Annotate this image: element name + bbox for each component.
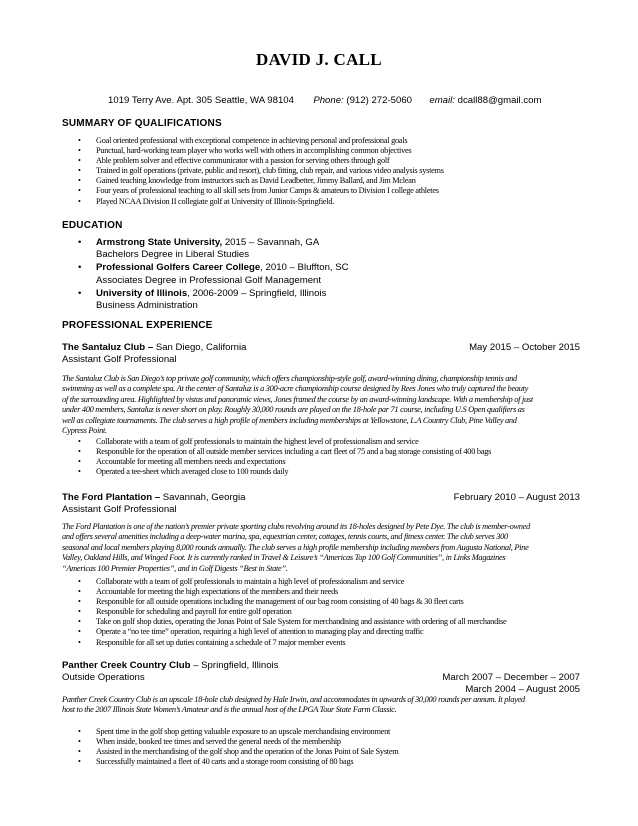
phone-number: (912) 272-5060	[346, 95, 413, 106]
description-line: The Santaluz Club is San Diego’s top private golf community, which offers championship-style golf, award-winning dining, championship tennis and	[62, 374, 517, 383]
job-bullet: • When inside, booked tee times and served the general needs of the membership	[62, 737, 592, 747]
club-description	[62, 374, 582, 436]
description-line: well as collegiate tournaments. The club serves a high profile of members including memberships at Yellowstone, L.A Country Club, Pine Valley and	[62, 415, 517, 425]
description-line: of the surrounding area. Highlighted by vistas and panoramic views, Jones framed the course by an award-winning landscape. With a membership of just	[62, 394, 533, 404]
job-bullets	[62, 727, 592, 767]
description-line: The Ford Plantation is one of the nation’s premier private sporting clubs revolving around its 18-holes designed by Pete Dye. The club is member-owned	[62, 522, 530, 531]
job-bullet: • Successfully maintained a fleet of 40 carts and a storage room consisting of 80 bags	[62, 757, 592, 767]
education-item	[62, 262, 592, 286]
summary-item: • Punctual, hard-working team player who works well with others in accomplishing common objectives	[62, 146, 592, 156]
club-name: Panther Creek Country Club	[62, 660, 191, 671]
summary-item: • Played NCAA Division II collegiate golf at University of Illinois-Springfield.	[62, 197, 592, 207]
summary-heading: SUMMARY OF QUALIFICATIONS	[62, 118, 222, 129]
club-location: San Diego, California	[153, 342, 247, 353]
description-line: under 400 members, Santaluz is never short on play. Roughly 30,000 rounds are played on the 18-hole par 71 course, including U.S Open qualifiers as	[62, 405, 525, 415]
job-dates: March 2007 – December – 2007	[442, 672, 580, 683]
description-line: Valley, Oakland Hills, and Winged Foot. It is currently ranked in Travel & Leisure’s “Americas Top 100 Golf Communities”, in Links Magazines	[62, 553, 506, 563]
job-title: Outside Operations	[62, 672, 145, 683]
job-bullet: • Accountable for meeting all members needs and expectations	[62, 457, 592, 467]
summary-item: • Gained teaching knowledge from instructors such as David Leadbetter, Jimmy Ballard, and Jim Mclean	[62, 176, 592, 186]
club-name: The Santaluz Club –	[62, 342, 154, 353]
job-title: Assistant Golf Professional	[62, 354, 177, 365]
school-name: Professional Golfers Career College	[96, 262, 261, 274]
club-location: Savannah, Georgia	[160, 492, 246, 503]
description-line: Cypress Point.	[62, 426, 107, 436]
summary-item: • Goal oriented professional with exceptional competence in achieving personal and professional goals	[62, 136, 592, 146]
contact-line	[108, 95, 628, 106]
email-address[interactable]: dcall88@gmail.com	[457, 95, 542, 106]
education-item	[62, 288, 592, 312]
description-line: Panther Creek Country Club is an upscale 18-hole club designed by Hale Irwin, and accommodates in upwards of 30,000 rounds per annum. It played	[62, 695, 525, 704]
phone-label: Phone:	[313, 95, 344, 106]
description-line: swimming as well as a complete spa. At the center of Santaluz is a 300-acre championship course designed by Rees Jones who truly captured the beauty	[62, 384, 529, 394]
club-description	[62, 695, 582, 716]
school-detail: , 2010 – Bluffton, SC	[260, 262, 349, 274]
description-line: host to the 2007 Illinois State Women’s Amateur and is the annual host of the LPGA Tour State Farm Classic.	[62, 705, 397, 715]
school-detail: 2015 – Savannah, GA	[222, 237, 320, 248]
job-bullet: • Responsible for scheduling and payroll for entire golf operation	[62, 607, 592, 617]
job-bullets	[62, 437, 592, 477]
candidate-name: DAVID J. CALL	[256, 50, 382, 69]
job-bullet: • Collaborate with a team of golf professionals to maintain the highest level of professionalism and service	[62, 437, 592, 447]
job-bullet: • Operate a “no tee time” operation, requiring a high level of attention to managing play and directing traffic	[62, 627, 592, 637]
education-heading: EDUCATION	[62, 220, 123, 231]
degree: Associates Degree in Professional Golf Management	[96, 274, 322, 286]
degree: Bachelors Degree in Liberal Studies	[96, 249, 250, 261]
email-label: email:	[429, 95, 455, 106]
club-description	[62, 522, 582, 574]
job-bullets	[62, 577, 592, 648]
degree: Business Administration	[96, 300, 198, 312]
job-dates: February 2010 – August 2013	[453, 492, 580, 503]
job-bullet: • Accountable for meeting the high expectations of the members and their needs	[62, 587, 592, 597]
experience-heading: PROFESSIONAL EXPERIENCE	[62, 320, 213, 331]
education-list	[62, 237, 592, 313]
job-dates: May 2015 – October 2015	[469, 342, 580, 353]
club-location: – Springfield, Illinois	[190, 660, 279, 671]
job-dates: March 2004 – August 2005	[465, 684, 580, 695]
summary-item: • Trained in golf operations (private, public and resort), club fitting, club repair, and various video analysis systems	[62, 166, 592, 176]
education-item	[62, 237, 592, 261]
job-bullet: • Responsible for all outside operations including the management of our bag room consisting of 40 bags & 30 fleet carts	[62, 597, 592, 607]
job-bullet: • Assisted in the merchandising of the golf shop and the operation of the Jonas Point of Sale System	[62, 747, 592, 757]
job-bullet: • Responsible for the operation of all outside member services including a cart fleet of 75 and a bag storage consisting of 400 bags	[62, 447, 592, 457]
address: 1019 Terry Ave. Apt. 305 Seattle, WA 98104	[108, 95, 294, 106]
job-bullet: • Spent time in the golf shop getting valuable exposure to an upscale merchandising environment	[62, 727, 592, 737]
job-bullet: • Responsible for all set up duties containing a schedule of 7 major member events	[62, 638, 592, 648]
club-name: The Ford Plantation –	[62, 492, 161, 503]
school-detail: , 2006-2009 – Springfield, Illinois	[187, 287, 327, 299]
school-name: University of Illinois	[96, 287, 188, 299]
summary-item: • Four years of professional teaching to all skill sets from Junior Camps & amateurs to Division I college athletes	[62, 186, 592, 196]
job-bullet: • Take on golf shop duties, operating the Jonas Point of Sale System for merchandising and assistance with ordering of all merchandise	[62, 617, 592, 627]
job-bullet: • Operated a tee-sheet which averaged close to 100 rounds daily	[62, 467, 592, 477]
summary-list	[62, 136, 592, 207]
description-line: “Americas 100 Premier Properties”, and in Golf Digests “Best in State”.	[62, 563, 288, 573]
job-title: Assistant Golf Professional	[62, 504, 177, 515]
school-name: Armstrong State University,	[96, 237, 223, 248]
description-line: and offers several amenities including a deep-water marina, spa, equestrian center, cottages, tennis courts, and fitness center. The club serves 300	[62, 532, 508, 542]
job-bullet: • Collaborate with a team of golf professionals to maintain a high level of professionalism and service	[62, 577, 592, 587]
summary-item: • Able problem solver and effective communicator with a passion for serving others through golf	[62, 156, 592, 166]
description-line: seasonal and local members playing 8,000 rounds annually. The club serves a high profile membership including members from Augusta National, Pine	[62, 542, 529, 552]
